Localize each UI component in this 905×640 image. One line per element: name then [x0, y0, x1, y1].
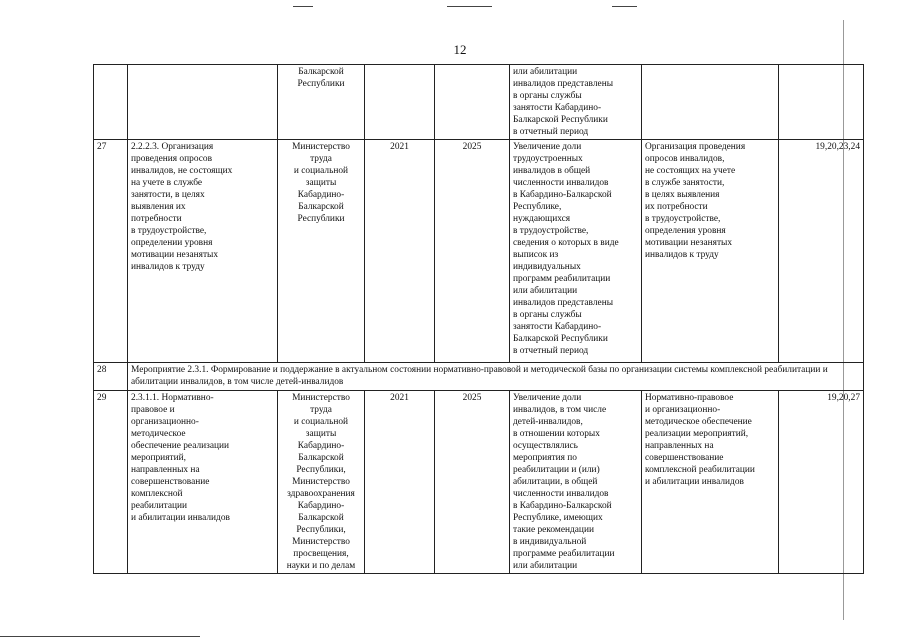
- end-year-cell: [435, 65, 510, 140]
- start-year-cell: 2021: [365, 140, 435, 363]
- row-number: [94, 65, 128, 140]
- row-number: 27: [94, 140, 128, 363]
- end-year-cell: 2025: [435, 140, 510, 363]
- result-cell: Увеличение доли инвалидов, в том числе детей-инвалидов, в отношении которых осуществлялись мероприятия по реабилитации и (или) абилитации, в общей численности инвалидов в Кабардино-Балкарской Республике, имеющих такие рекомендации в индивидуальной программе реабилитации или абилитации: [510, 391, 642, 574]
- activity-cell: 2.2.2.3. Организация проведения опросов инвалидов, не состоящих на учете в службе занятости, в целях выявления их потребности в трудоустройстве, определении уровня мотивации незанятых инвалидов к труду: [128, 140, 278, 363]
- merged-activity-cell: Мероприятие 2.3.1. Формирование и поддержание в актуальном состоянии нормативно-правовой и методической базы по организации системы комплексной реабилитации и абилитации инвалидов, в том числе детей-инвалидов: [128, 363, 864, 391]
- executor-cell: Министерство труда и социальной защиты Кабардино- Балкарской Республики: [278, 140, 365, 363]
- executor-cell: Министерство труда и социальной защиты Кабардино- Балкарской Республики, Министерство здравоохранения Кабардино- Балкарской Республики, Министерство просвещения, науки и по делам: [278, 391, 365, 574]
- activity-cell: 2.3.1.1. Нормативно- правовое и организационно- методическое обеспечение реализации мероприятий, направленных на совершенствование комплексной реабилитации и абилитации инвалидов: [128, 391, 278, 574]
- result-cell: Увеличение доли трудоустроенных инвалидов в общей численности инвалидов в Кабардино-Балкарской Республике, нуждающихся в трудоустройстве, сведения о которых в виде выписок из индивидуальных программ реабилитации или абилитации инвалидов представлены в органы службы занятости Кабардино- Балкарской Республики в отчетный период: [510, 140, 642, 363]
- indicators-cell: [779, 65, 864, 140]
- relation-cell: Нормативно-правовое и организационно- методическое обеспечение реализации мероприятий, направленных на совершенствование комплексной реабилитации и абилитации инвалидов: [642, 391, 779, 574]
- result-cell: или абилитации инвалидов представлены в органы службы занятости Кабардино- Балкарской Республики в отчетный период: [510, 65, 642, 140]
- scan-mark: [447, 6, 492, 7]
- row-number: 29: [94, 391, 128, 574]
- page-number: 12: [453, 42, 467, 57]
- end-year-cell: 2025: [435, 391, 510, 574]
- indicators-cell: 19,20,27: [779, 391, 864, 574]
- table-row: [94, 140, 864, 363]
- table-row: [94, 391, 864, 574]
- relation-cell: [642, 65, 779, 140]
- scan-mark: [293, 6, 313, 7]
- indicators-cell: 19,20,23,24: [779, 140, 864, 363]
- activity-cell: [128, 65, 278, 140]
- table-row: [94, 65, 864, 140]
- relation-cell: Организация проведения опросов инвалидов, не состоящих на учете в службе занятости, в целях выявления их потребности в трудоустройстве, определения уровня мотивации незанятых инвалидов к труду: [642, 140, 779, 363]
- executor-cell: Балкарской Республики: [278, 65, 365, 140]
- table-row: [94, 363, 864, 391]
- scan-mark: [0, 636, 200, 637]
- start-year-cell: 2021: [365, 391, 435, 574]
- start-year-cell: [365, 65, 435, 140]
- scan-mark: [612, 6, 637, 7]
- row-number: 28: [94, 363, 128, 391]
- program-table: [93, 64, 864, 574]
